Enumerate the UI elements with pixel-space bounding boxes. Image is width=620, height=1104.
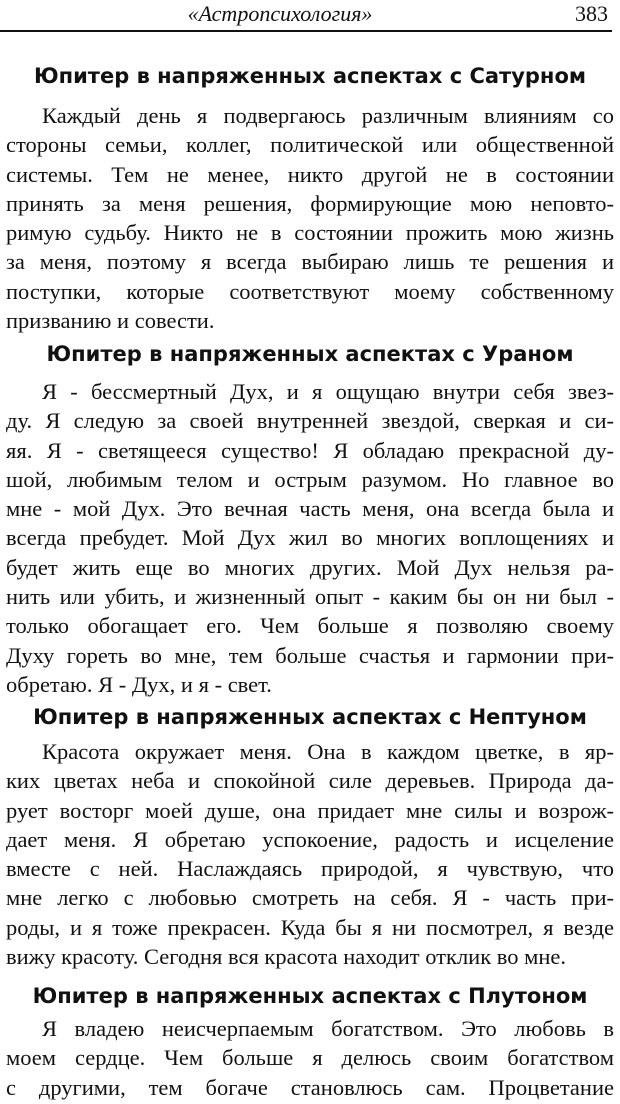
header-rule bbox=[0, 30, 612, 32]
paragraph-neptune bbox=[6, 737, 614, 971]
text-line: ких цветах неба и спокойной силе деревьев. Природа да- bbox=[6, 768, 614, 794]
running-title: «Астропсихология» bbox=[187, 1, 373, 26]
text-line: вижу красоту. Сегодня вся красота находит отклик во мне. bbox=[6, 944, 567, 970]
text-line: обретаю. Я - Дух, и я - свет. bbox=[6, 671, 272, 697]
text-line: Я владею неисчерпаемым богатством. Это любовь в bbox=[42, 1016, 614, 1041]
text-line: рует восторг моей душе, она придает мне силы и возрож- bbox=[6, 797, 614, 823]
paragraph-saturn bbox=[6, 101, 614, 335]
text-line: системы. Тем не менее, никто другой не в состоянии bbox=[6, 161, 614, 187]
text-line: поступки, которые соответствуют моему собственному bbox=[6, 278, 614, 304]
page-number: 383 bbox=[575, 1, 608, 26]
paragraph-uranus bbox=[6, 377, 614, 699]
text-line: с другими, тем богаче становлюсь сам. Процветание bbox=[6, 1074, 614, 1100]
section-heading-uranus: Юпитер в напряженных аспектах с Ураном bbox=[46, 342, 574, 366]
text-line: роды, и я тоже прекрасен. Куда бы я ни посмотрел, я везде bbox=[6, 914, 614, 940]
section-heading-saturn: Юпитер в напряженных аспектах с Сатурном bbox=[33, 64, 587, 88]
text-line: будет жить еще во многих других. Мой Дух нельзя ра- bbox=[6, 554, 614, 580]
text-line: призванию и совести. bbox=[6, 308, 215, 334]
paragraph-pluto bbox=[6, 1014, 614, 1102]
text-line: Духу гореть во мне, тем больше счастья и гармонии при- bbox=[6, 642, 614, 668]
text-line: мне - мой Дух. Это вечная часть меня, она всегда была и bbox=[6, 496, 614, 522]
text-line: мне легко с любовью смотреть на себя. Я - часть при- bbox=[6, 885, 614, 911]
text-line: дает меня. Я обретаю успокоение, радость и исцеление bbox=[6, 826, 614, 852]
text-line: принять за меня решения, формирующие мою неповто- bbox=[6, 190, 614, 216]
text-line: Каждый день я подвергаюсь различным влияниям со bbox=[42, 103, 614, 128]
text-line: Красота окружает меня. Она в каждом цветке, в яр- bbox=[42, 739, 614, 764]
text-line: всегда пребудет. Мой Дух жил во многих воплощениях и bbox=[6, 525, 614, 551]
text-line: шой, любимым телом и острым разумом. Но главное во bbox=[6, 466, 614, 492]
running-header bbox=[0, 0, 620, 30]
text-line: Я - бессмертный Дух, и я ощущаю внутри себя звез- bbox=[42, 379, 614, 404]
text-line: римую судьбу. Никто не в состоянии прожить мою жизнь bbox=[6, 220, 614, 246]
text-line: только обогащает его. Чем больше я позволяю своему bbox=[6, 613, 614, 639]
section-heading-pluto: Юпитер в напряженных аспектах с Плутоном bbox=[32, 984, 588, 1008]
text-line: моем сердце. Чем больше я делюсь своим богатством bbox=[6, 1045, 614, 1071]
text-line: за меня, поэтому я всегда выбираю лишь те решения и bbox=[6, 249, 614, 275]
text-line: вместе с ней. Наслаждаясь природой, я чувствую, что bbox=[6, 856, 614, 882]
text-line: ду. Я следую за своей внутренней звездой, сверкая и си- bbox=[6, 408, 614, 434]
section-heading-neptune: Юпитер в напряженных аспектах с Нептуном bbox=[33, 705, 587, 729]
text-line: стороны семьи, коллег, политической или общественной bbox=[6, 132, 614, 158]
text-line: яя. Я - светящееся существо! Я обладаю прекрасной ду- bbox=[6, 437, 614, 463]
text-line: нить или убить, и жизненный опыт - каким бы он ни был - bbox=[6, 584, 614, 610]
